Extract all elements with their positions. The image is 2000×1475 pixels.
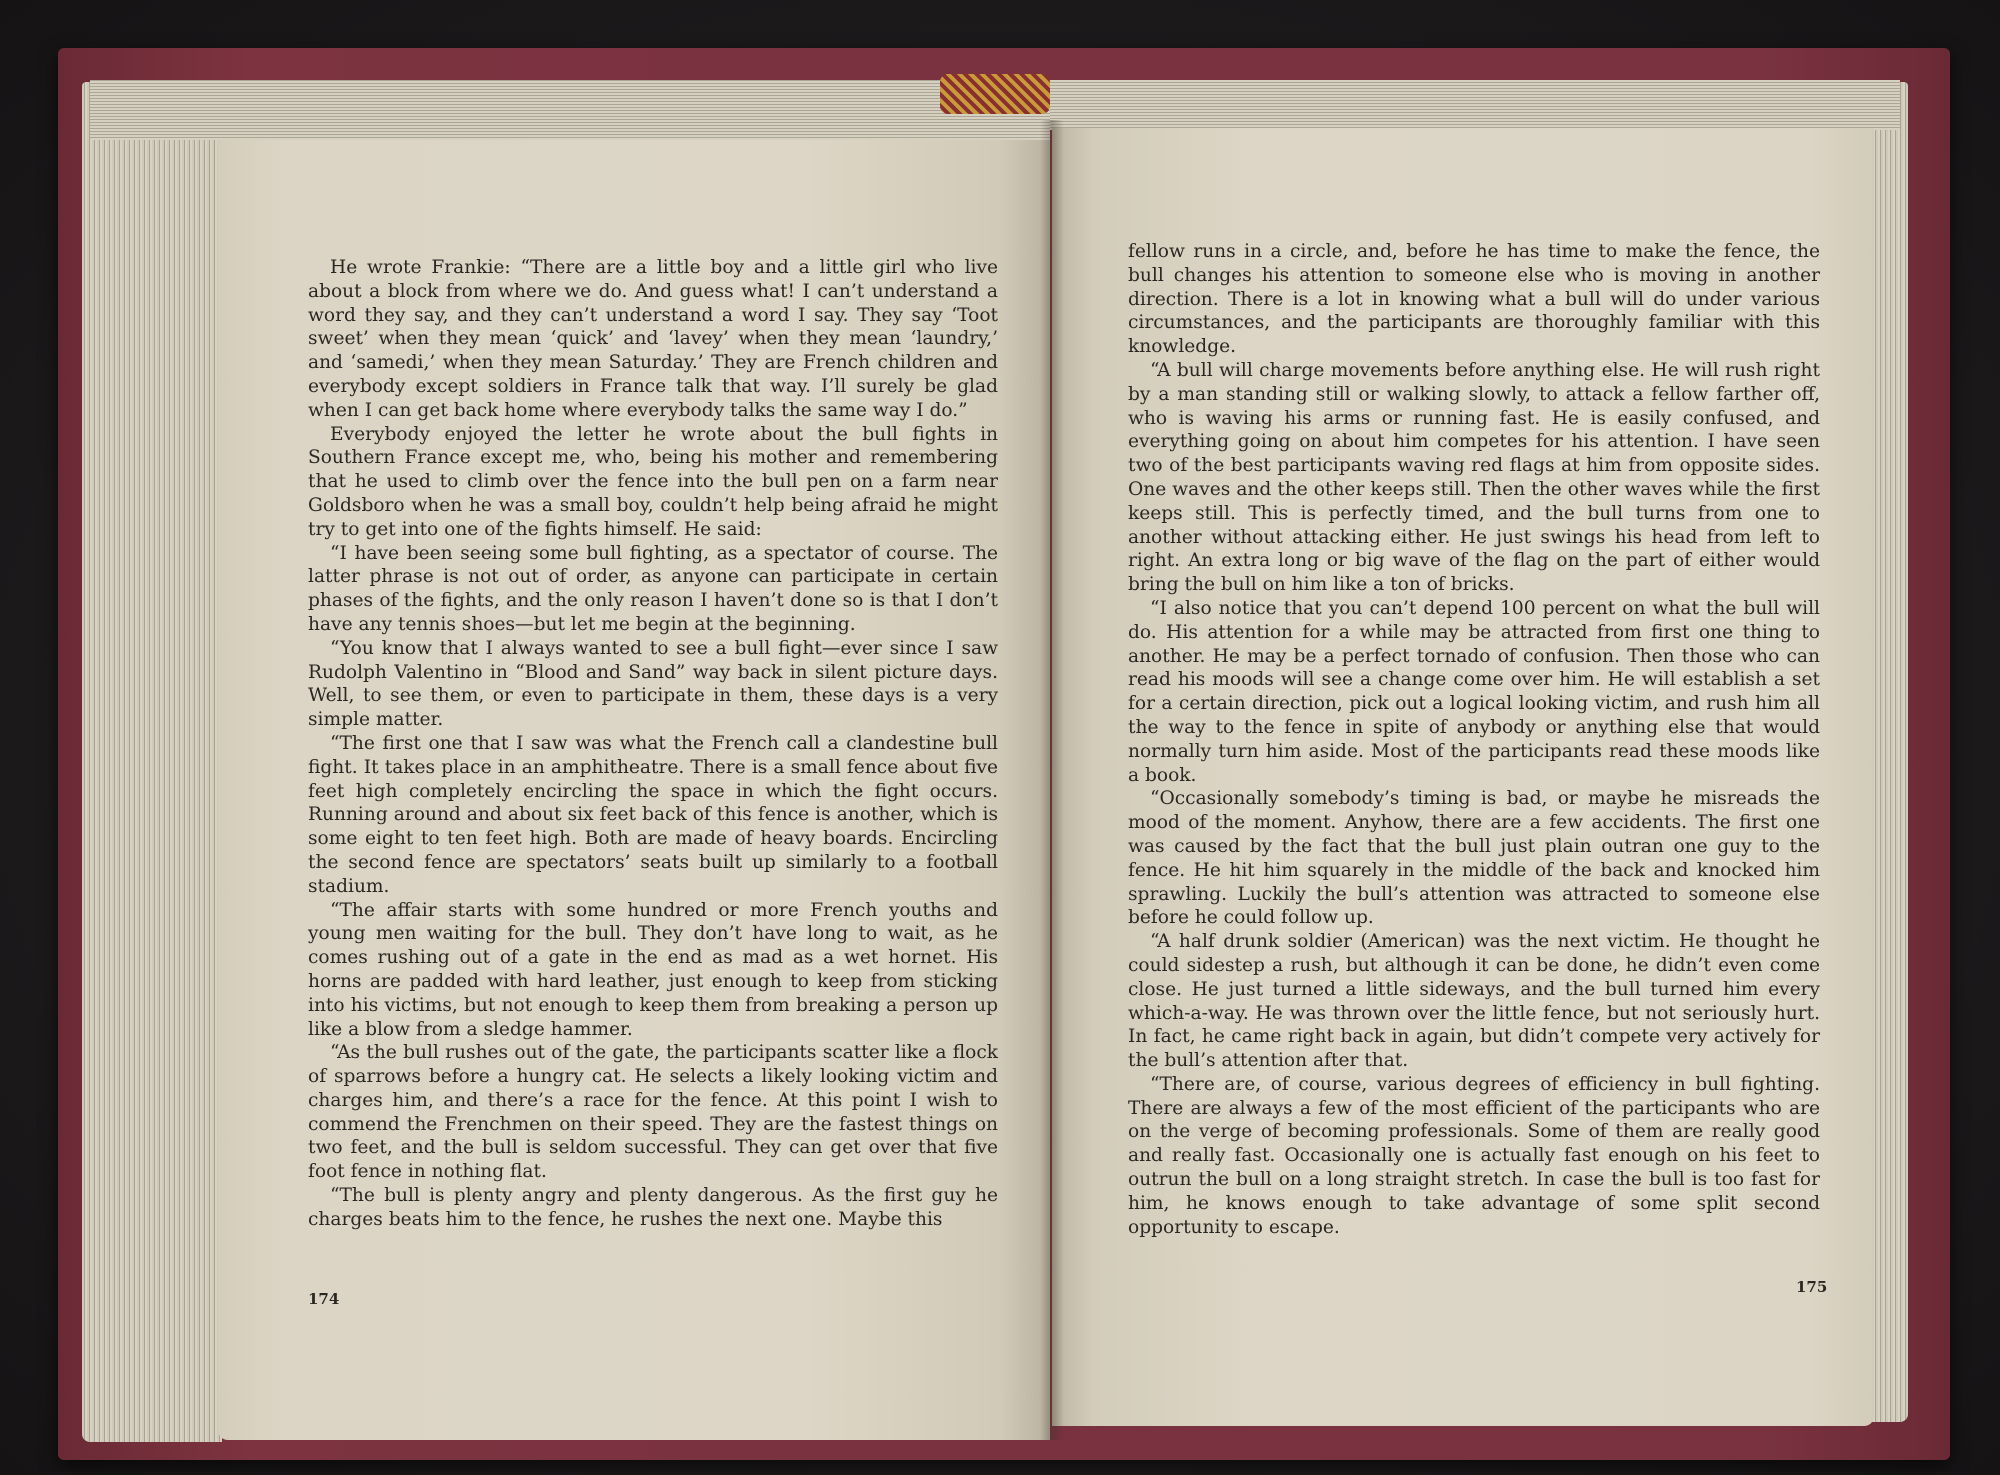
page-edges-top-right: [1050, 80, 1900, 130]
right-page: [1052, 128, 1874, 1426]
paragraph: “As the bull rushes out of the gate, the participants scatter like a flock of sparrows before a hungry cat. He selects a likely looking victim and charges him, and there’s a race for the fence. At this point I wish to commend the Frenchmen on their speed. They are the fastest things on two feet, and the bull is seldom successful. They can get over that five foot fence in nothing flat.: [308, 1042, 998, 1183]
paragraph: “I have been seeing some bull fighting, as a spectator of course. The latter phrase is not out of order, as anyone can participate in certain phases of the fights, and the only reason I haven’t done so is that I don’t have any tennis shoes—but let me begin at the beginning.: [308, 542, 998, 635]
paragraph: “The bull is plenty angry and plenty dangerous. As the first guy he charges beats him to the fence, he rushes the next one. Maybe this: [308, 1185, 998, 1230]
headband: [940, 74, 1050, 114]
paragraph: “A bull will charge movements before anything else. He will rush right by a man standing still or walking slowly, to attack a fellow farther off, who is waving his arms or running fast. He is easily confused, and everything going on about him competes for his attention. I have seen two of the best participants waving red flags at him from opposite sides. One waves and the other keeps still. Then the other waves while the first keeps still. This is perfectly timed, and the bull turns from one to another without attacking either. He just swings his head from left to right. An extra long or big wave of the flag on the part of either would bring the bull on him like a ton of bricks.: [1128, 359, 1820, 596]
paragraph: “You know that I always wanted to see a bull fight—ever since I saw Rudolph Valentino in “Blood and Sand” way back in silent picture days. Well, to see them, or even to participate in them, these days is a very simple matter.: [308, 637, 998, 731]
right-page-text: [1128, 240, 1820, 1239]
gutter-shadow: [1040, 120, 1064, 1440]
paragraph: “I also notice that you can’t depend 100 percent on what the bull will do. His attention for a while may be attracted from first one thing to another. He may be a perfect tornado of confusion. Then those who can read his moods will see a change come over him. He will establish a set for a certain direction, pick out a logical looking victim, and rush him all the way to the fence in spite of anybody or anything else that would normally turn him aside. Most of the participants read these moods like a book.: [1128, 597, 1820, 786]
paragraph: “The first one that I saw was what the French call a clandestine bull fight. It takes place in an amphitheatre. There is a small fence about five feet high completely encircling the space in which the fight occurs. Running around and about six feet back of this fence is another, which is some eight to ten feet high. Both are made of heavy boards. Encircling the second fence are spectators’ seats built up similarly to a football stadium.: [308, 732, 998, 897]
paragraph: He wrote Frankie: “There are a little boy and a little girl who live about a block from where we do. And guess what! I can’t understand a word they say, and they can’t understand a word I say. They say ‘Toot sweet’ when they mean ‘quick’ and ‘lavey’ when they mean ‘laundry,’ and ‘samedi,’ when they mean Saturday.’ They are French children and everybody except soldiers in France talk that way. I’ll surely be glad when I can get back home where everybody talks the same way I do.”: [308, 257, 998, 421]
page-edges-top-left: [90, 80, 1050, 140]
paragraph: “A half drunk soldier (American) was the next victim. He thought he could sidestep a rush, but although it can be done, he didn’t even come close. He just turned a little sideways, and the bull turned him every which-a-way. He was thrown over the little fence, but not seriously hurt. In fact, he came right back in again, but didn’t compete very actively for the bull’s attention after that.: [1128, 931, 1820, 1072]
left-page-text: [308, 256, 998, 1232]
page-edges-right: [1868, 82, 1908, 1422]
paragraph: fellow runs in a circle, and, before he has time to make the fence, the bull changes his attention to someone else who is moving in another direction. There is a lot in knowing what a bull will do under various circumstances, and the participants are thoroughly familiar with this knowledge.: [1128, 241, 1820, 358]
page-number-right: 175: [1796, 1278, 1828, 1296]
paragraph: Everybody enjoyed the letter he wrote about the bull fights in Southern France except me, who, being his mother and remembering that he used to climb over the fence into the bull pen on a farm near Goldsboro when he was a small boy, couldn’t help being afraid he might try to get into one of the fights himself. He said:: [308, 423, 998, 540]
paragraph: “There are, of course, various degrees of efficiency in bull fighting. There are always a few of the most efficient of the participants who are on the verge of becoming professionals. Some of them are really good and really fast. Occasionally one is actually fast enough on his feet to outrun the bull on a long straight stretch. In case the bull is too fast for him, he knows enough to take advantage of some split second opportunity to escape.: [1128, 1073, 1820, 1238]
page-edges-left: [82, 82, 222, 1442]
page-number-left: 174: [308, 1290, 340, 1308]
paragraph: “Occasionally somebody’s timing is bad, or maybe he misreads the mood of the moment. Anyhow, there are a few accidents. The first one was caused by the fact that the bull just plain outran one guy to the fence. He hit him squarely in the middle of the back and knocked him sprawling. Luckily the bull’s attention was attracted to someone else before he could follow up.: [1128, 788, 1820, 929]
paragraph: “The affair starts with some hundred or more French youths and young men waiting for the bull. They don’t have long to wait, as he comes rushing out of a gate in the end as mad as a wet hornet. His horns are padded with hard leather, just enough to keep from sticking into his victims, but not enough to keep them from breaking a person up like a blow from a sledge hammer.: [308, 899, 998, 1040]
left-page: [218, 140, 1050, 1440]
